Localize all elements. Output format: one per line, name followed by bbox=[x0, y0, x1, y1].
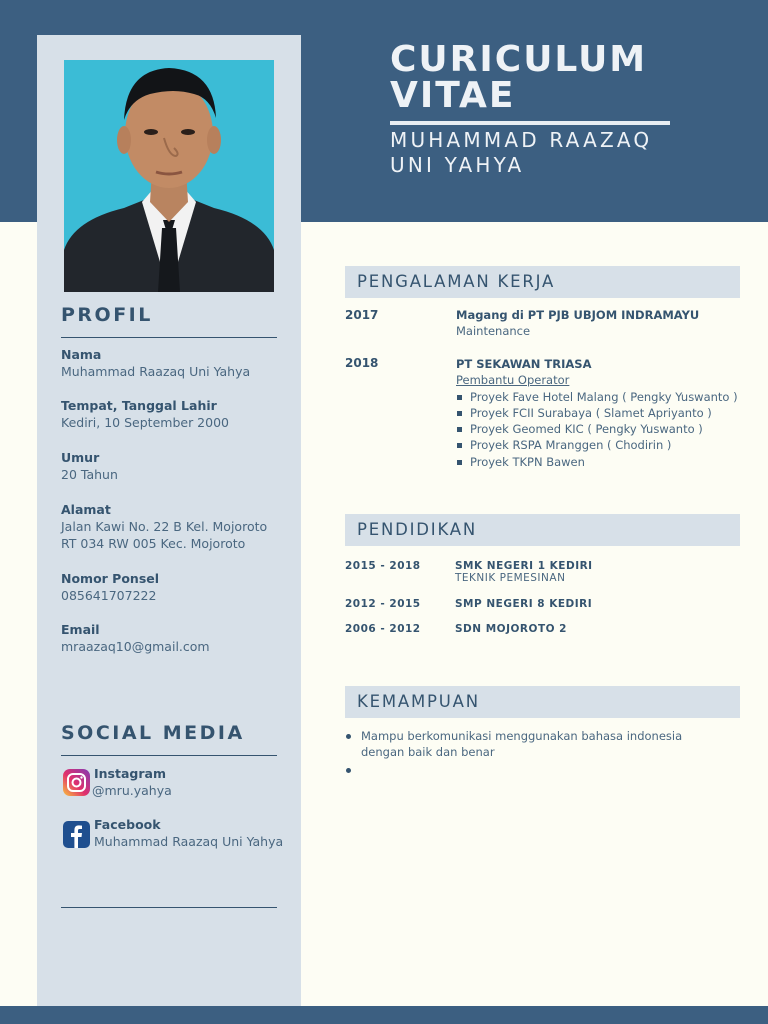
school-name: SDN MOJOROTO 2 bbox=[455, 623, 567, 635]
profile-field-birth bbox=[61, 397, 291, 431]
education-item bbox=[455, 623, 735, 635]
profile-field-email bbox=[61, 621, 291, 655]
experience-year: 2018 bbox=[345, 356, 379, 370]
field-label: Alamat bbox=[61, 502, 111, 517]
education-years: 2006 - 2012 bbox=[345, 623, 421, 635]
experience-item bbox=[456, 307, 756, 340]
candidate-name-line1: MUHAMMAD RAAZAQ bbox=[390, 128, 653, 152]
instagram-label: Instagram bbox=[94, 766, 166, 781]
field-label: Tempat, Tanggal Lahir bbox=[61, 398, 217, 413]
school-name: SMK NEGERI 1 KEDIRI bbox=[455, 560, 593, 572]
field-value-line2: RT 034 RW 005 Kec. Mojoroto bbox=[61, 536, 246, 551]
email-link[interactable]: mraazaq10@gmail.com bbox=[61, 639, 210, 654]
project-item: Proyek Fave Hotel Malang ( Pengky Yuswanto ) bbox=[456, 389, 756, 405]
school-major: TEKNIK PEMESINAN bbox=[455, 572, 566, 584]
cv-title bbox=[390, 39, 730, 116]
project-item: Proyek RSPA Mranggen ( Chodirin ) bbox=[456, 437, 756, 453]
profile-field-phone bbox=[61, 570, 291, 604]
field-label: Umur bbox=[61, 450, 100, 465]
profile-field-age bbox=[61, 449, 291, 483]
profile-field-address bbox=[61, 501, 291, 552]
education-item bbox=[455, 598, 735, 610]
profile-photo bbox=[64, 60, 274, 292]
title-divider bbox=[390, 121, 670, 125]
experience-year: 2017 bbox=[345, 308, 379, 322]
field-value: 20 Tahun bbox=[61, 467, 118, 482]
project-list bbox=[456, 389, 756, 470]
profile-field-name bbox=[61, 346, 291, 380]
candidate-name bbox=[390, 128, 750, 178]
sidebar-bottom-divider bbox=[61, 907, 277, 908]
instagram-icon[interactable] bbox=[63, 769, 90, 796]
facebook-entry[interactable] bbox=[94, 816, 294, 850]
profile-divider bbox=[61, 337, 277, 338]
experience-title: Magang di PT PJB UBJOM INDRAMAYU bbox=[456, 308, 700, 322]
cv-title-line2: VITAE bbox=[390, 75, 516, 116]
skill-item bbox=[345, 762, 725, 778]
field-value: Jalan Kawi No. 22 B Kel. Mojoroto bbox=[61, 519, 268, 534]
field-value: 085641707222 bbox=[61, 588, 157, 603]
facebook-icon[interactable] bbox=[63, 821, 90, 848]
skill-item: Mampu berkomunikasi menggunakan bahasa indonesia dengan baik dan benar bbox=[345, 728, 725, 760]
project-item: Proyek FCII Surabaya ( Slamet Apriyanto ) bbox=[456, 405, 756, 421]
experience-title: PT SEKAWAN TRIASA bbox=[456, 357, 592, 371]
education-section-bar bbox=[345, 514, 740, 546]
skills-section-bar bbox=[345, 686, 740, 718]
cv-title-line1: CURICULUM bbox=[390, 39, 648, 80]
facebook-label: Facebook bbox=[94, 817, 161, 832]
education-heading: PENDIDIKAN bbox=[357, 520, 478, 539]
education-years: 2012 - 2015 bbox=[345, 598, 421, 610]
school-name: SMP NEGERI 8 KEDIRI bbox=[455, 598, 593, 610]
education-years: 2015 - 2018 bbox=[345, 560, 421, 572]
field-label: Nama bbox=[61, 347, 102, 362]
experience-section-bar bbox=[345, 266, 740, 298]
education-item bbox=[455, 560, 735, 584]
social-media-heading: SOCIAL MEDIA bbox=[61, 722, 245, 744]
experience-item bbox=[456, 356, 756, 470]
candidate-name-line2: UNI YAHYA bbox=[390, 153, 525, 177]
social-media-divider bbox=[61, 755, 277, 756]
instagram-handle[interactable]: @mru.yahya bbox=[92, 783, 172, 798]
skills-heading: KEMAMPUAN bbox=[357, 692, 480, 711]
facebook-handle[interactable]: Muhammad Raazaq Uni Yahya bbox=[94, 834, 284, 849]
field-label: Email bbox=[61, 622, 100, 637]
experience-role: Maintenance bbox=[456, 324, 531, 339]
profile-heading: PROFIL bbox=[61, 304, 153, 326]
footer-band bbox=[0, 1006, 768, 1024]
project-item: Proyek Geomed KIC ( Pengky Yuswanto ) bbox=[456, 421, 756, 437]
field-label: Nomor Ponsel bbox=[61, 571, 160, 586]
field-value: Muhammad Raazaq Uni Yahya bbox=[61, 364, 251, 379]
field-value: Kediri, 10 September 2000 bbox=[61, 415, 229, 430]
skills-list bbox=[345, 728, 725, 780]
experience-heading: PENGALAMAN KERJA bbox=[357, 272, 556, 291]
experience-role: Pembantu Operator bbox=[456, 373, 570, 388]
instagram-entry[interactable] bbox=[94, 765, 294, 799]
project-item: Proyek TKPN Bawen bbox=[456, 454, 756, 470]
